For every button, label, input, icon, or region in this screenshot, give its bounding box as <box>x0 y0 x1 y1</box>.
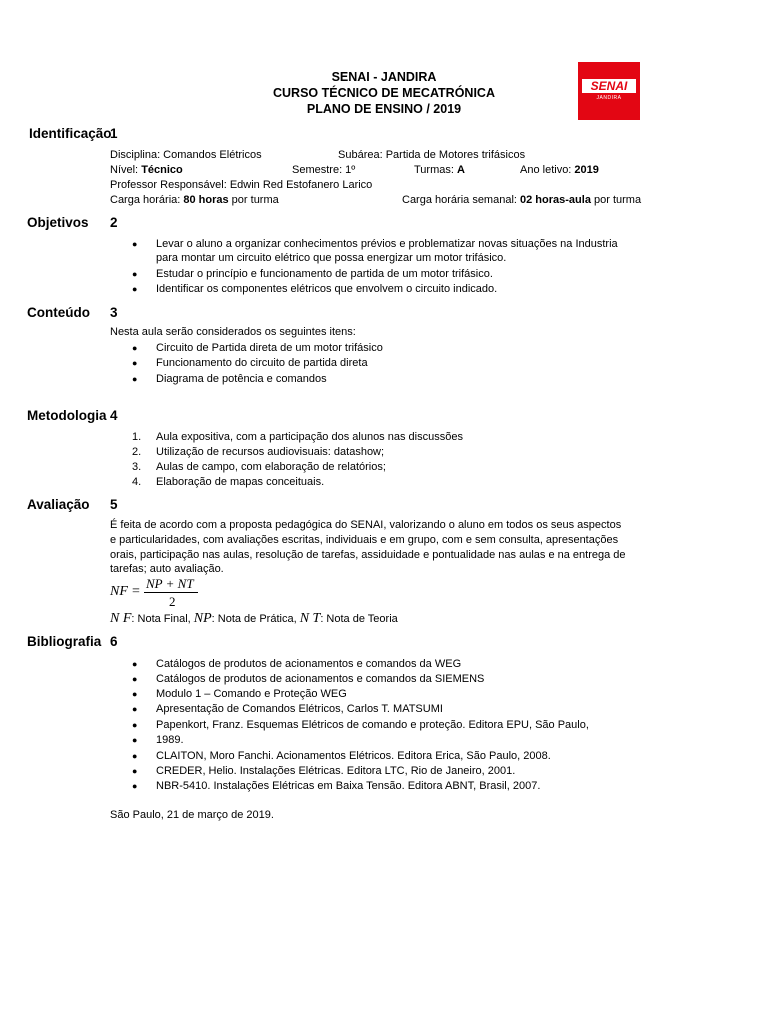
turmas-value: A <box>457 164 465 176</box>
list-item: Elaboração de mapas conceituais. <box>156 476 325 488</box>
bullet-icon: ● <box>132 781 138 791</box>
list-item: CLAITON, Moro Fanchi. Acionamentos Elétricos. Editora Erica, São Paulo, 2008. <box>156 750 551 762</box>
list-marker: 4. <box>132 476 142 488</box>
list-item: NBR-5410. Instalações Elétricas em Baixa Tensão. Editora ABNT, Brasil, 2007. <box>156 780 541 792</box>
section-title: Avaliação <box>27 497 90 512</box>
list-item: Diagrama de potência e comandos <box>156 373 327 385</box>
list-item: Papenkort, Franz. Esquemas Elétricos de comando e proteção. Editora EPU, São Paulo, <box>156 719 589 731</box>
carga-horaria <box>110 193 279 207</box>
fraction-bar <box>144 592 198 593</box>
bullet-icon: ● <box>132 704 138 714</box>
ano-label: Ano letivo: <box>520 164 575 176</box>
paragraph-line: orais, participação nas aulas, resolução de tarefas, assiduidade e pontualidade nas aulas e na entrega de <box>110 549 626 561</box>
bullet-icon: ● <box>132 343 138 353</box>
section-number: 1 <box>110 126 118 141</box>
carga-sem-label: Carga horária semanal: <box>402 194 521 206</box>
list-item: CREDER, Helio. Instalações Elétricas. Editora LTC, Rio de Janeiro, 2001. <box>156 765 516 777</box>
list-item: Catálogos de produtos de acionamentos e comandos da WEG <box>156 658 462 670</box>
section-number: 2 <box>110 215 118 230</box>
section-title: Bibliografia <box>27 634 102 649</box>
section-number: 4 <box>110 408 118 423</box>
paragraph-line: tarefas; auto avaliação. <box>110 563 224 575</box>
section-number: 3 <box>110 305 118 320</box>
bullet-icon: ● <box>132 239 138 249</box>
list-marker: 2. <box>132 446 142 458</box>
bullet-icon: ● <box>132 269 138 279</box>
turmas <box>414 163 465 177</box>
bullet-icon: ● <box>132 766 138 776</box>
section-title: Objetivos <box>27 215 89 230</box>
carga-label: Carga horária: <box>110 194 184 206</box>
bullet-icon: ● <box>132 284 138 294</box>
section-number: 5 <box>110 497 118 512</box>
formula-legend <box>110 611 398 627</box>
carga-value: 80 horas <box>183 194 229 206</box>
paragraph-line: e particularidades, com avaliações escritas, individuais e em grupo, com e sem consulta, apresentações <box>110 534 619 546</box>
list-marker: 3. <box>132 461 142 473</box>
list-item: Levar o aluno a organizar conhecimentos prévios e problematizar novas situações na Industria <box>156 238 618 250</box>
disciplina: Disciplina: Comandos Elétricos <box>110 149 262 161</box>
section-title: Conteúdo <box>27 305 90 320</box>
list-item: Apresentação de Comandos Elétricos, Carlos T. MATSUMI <box>156 703 443 715</box>
legend-nt-text: : Nota de Teoria <box>320 613 398 625</box>
ano-value: 2019 <box>574 164 599 176</box>
list-item: Identificar os componentes elétricos que envolvem o circuito indicado. <box>156 283 498 295</box>
senai-logo <box>578 62 640 120</box>
list-item: para montar um circuito elétrico que possa energizar um motor trifásico. <box>156 252 507 264</box>
nivel-label: Nível: <box>110 164 142 176</box>
turmas-label: Turmas: <box>414 164 457 176</box>
bullet-icon: ● <box>132 689 138 699</box>
bullet-icon: ● <box>132 358 138 368</box>
carga-sem-suffix: por turma <box>590 194 642 206</box>
section-title: Identificação <box>29 126 112 141</box>
list-item: Aula expositiva, com a participação dos alunos nas discussões <box>156 431 463 443</box>
bullet-icon: ● <box>132 659 138 669</box>
formula-lhs: NF <box>110 584 128 599</box>
list-item: Aulas de campo, com elaboração de relatórios; <box>156 461 386 473</box>
carga-suffix: por turma <box>228 194 279 206</box>
bullet-icon: ● <box>132 751 138 761</box>
header-course: CURSO TÉCNICO DE MECATRÓNICA <box>273 86 495 100</box>
date-line: São Paulo, 21 de março de 2019. <box>110 809 274 821</box>
section-title: Metodologia <box>27 408 107 423</box>
formula-equals: = <box>132 584 140 599</box>
list-marker: 1. <box>132 431 142 443</box>
ano-letivo <box>520 163 599 177</box>
bullet-icon: ● <box>132 674 138 684</box>
list-item: Modulo 1 – Comando e Proteção WEG <box>156 688 347 700</box>
legend-np-text: : Nota de Prática, <box>211 613 300 625</box>
subarea: Subárea: Partida de Motores trifásicos <box>338 149 526 161</box>
formula-denominator: 2 <box>169 594 176 609</box>
semestre: Semestre: 1º <box>292 164 356 176</box>
section-intro: Nesta aula serão considerados os seguintes itens: <box>110 326 356 338</box>
legend-nt: N T <box>299 611 321 626</box>
list-item: Circuito de Partida direta de um motor trifásico <box>156 342 383 354</box>
list-item: Funcionamento do circuito de partida direta <box>156 357 368 369</box>
bullet-icon: ● <box>132 374 138 384</box>
header-institution: SENAI - JANDIRA <box>331 70 437 84</box>
paragraph-line: É feita de acordo com a proposta pedagógica do SENAI, valorizando o aluno em todos os seus aspectos <box>110 519 622 531</box>
list-item: 1989. <box>156 734 184 746</box>
logo-word: SENAI <box>582 79 636 93</box>
formula-numerator: NP + NT <box>146 576 194 591</box>
section-number: 6 <box>110 634 118 649</box>
nivel <box>110 163 183 177</box>
legend-nf-text: : Nota Final, <box>131 613 194 625</box>
logo-sub: JANDIRA <box>596 95 622 101</box>
carga-semanal <box>402 193 641 207</box>
nivel-value: Técnico <box>141 164 183 176</box>
list-item: Utilização de recursos audiovisuais: datashow; <box>156 446 385 458</box>
list-item: Catálogos de produtos de acionamentos e comandos da SIEMENS <box>156 673 485 685</box>
bullet-icon: ● <box>132 720 138 730</box>
legend-np: NP <box>193 611 212 626</box>
list-item: Estudar o princípio e funcionamento de partida de um motor trifásico. <box>156 268 493 280</box>
legend-nf: N F <box>110 611 132 626</box>
carga-sem-value: 02 horas-aula <box>520 194 591 206</box>
bullet-icon: ● <box>132 735 138 745</box>
professor: Professor Responsável: Edwin Red Estofanero Larico <box>110 179 373 191</box>
header-plan: PLANO DE ENSINO / 2019 <box>306 102 462 116</box>
